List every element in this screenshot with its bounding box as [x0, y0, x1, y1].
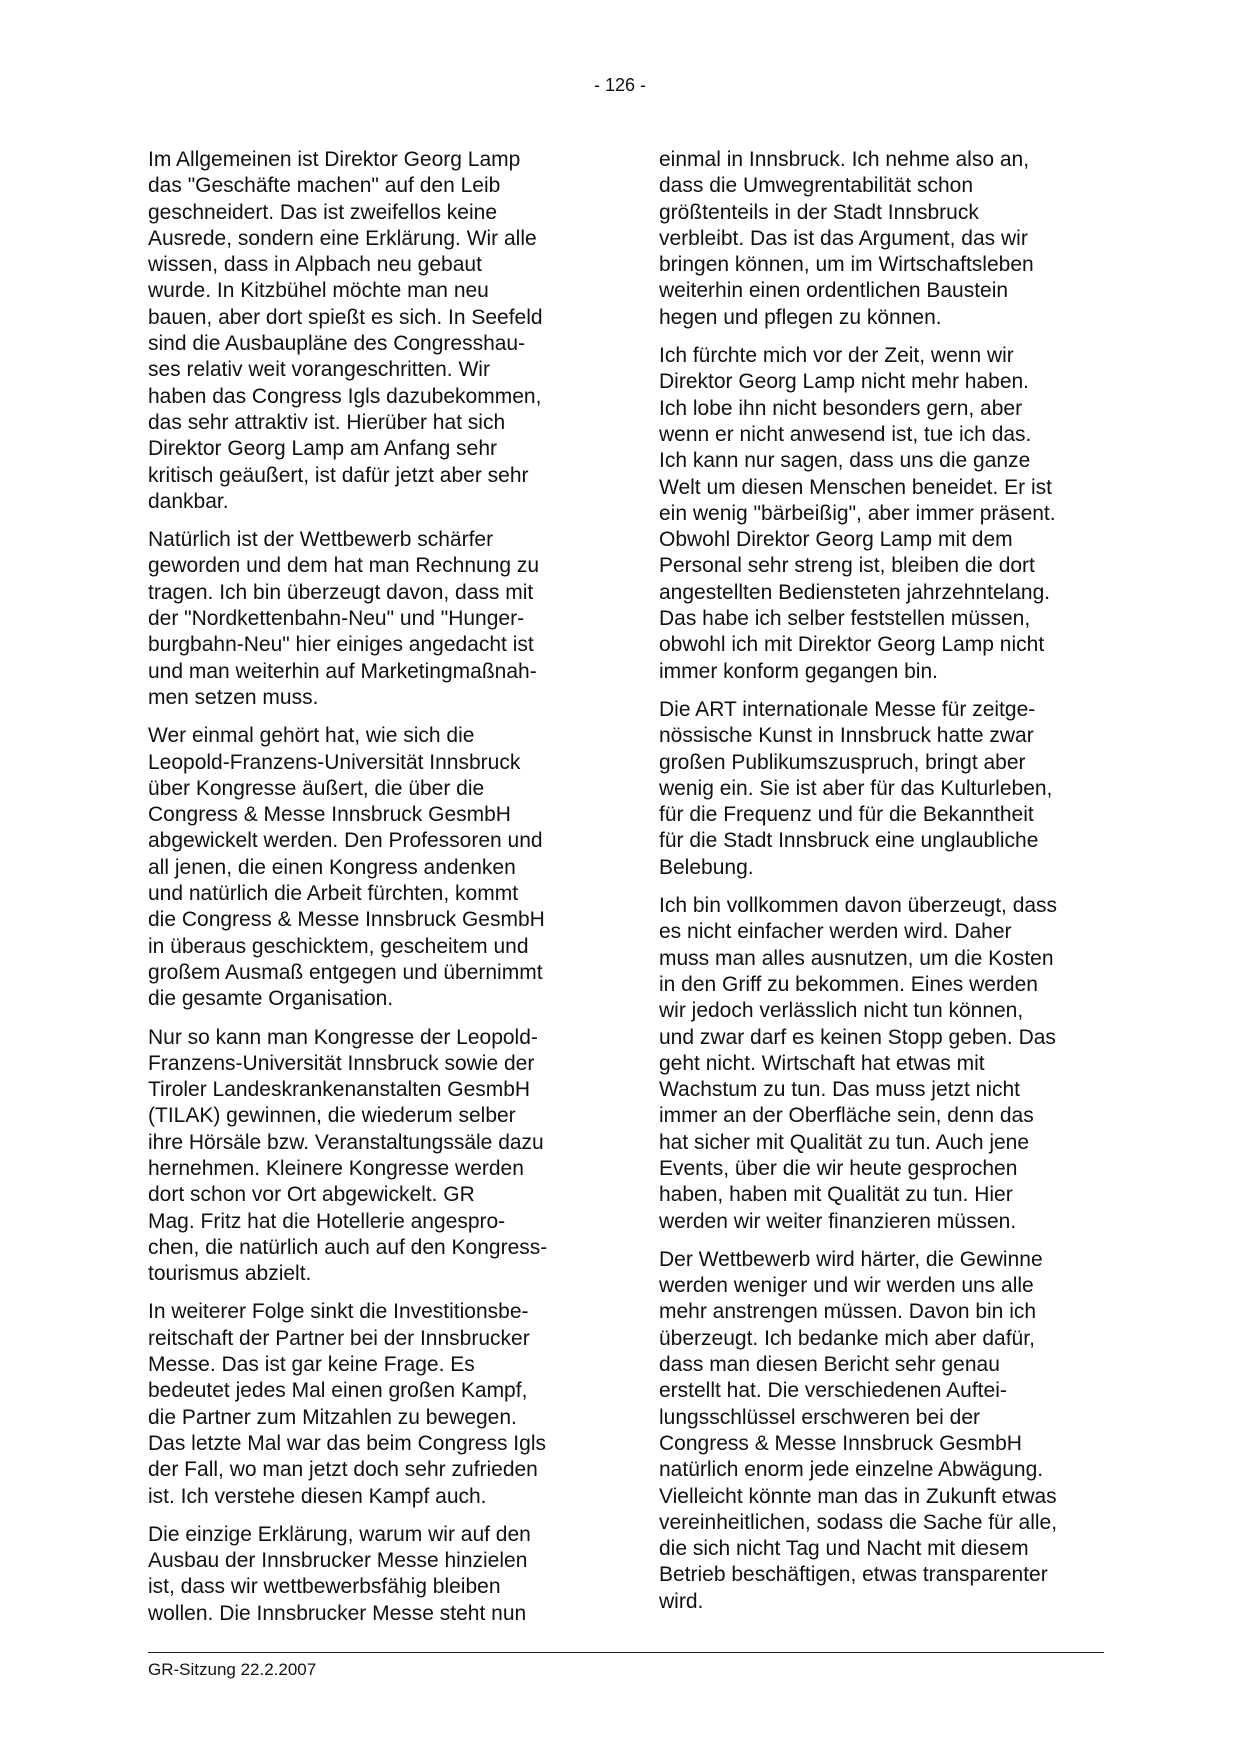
text-line: tourismus abzielt. [148, 1262, 312, 1286]
text-line: Ich kann nur sagen, dass uns die ganze [659, 449, 1031, 473]
text-line: Der Wettbewerb wird härter, die Gewinne [659, 1247, 1043, 1271]
text-line: obwohl ich mit Direktor Georg Lamp nicht [659, 633, 1045, 657]
text-line: Mag. Fritz hat die Hotellerie angespro- [148, 1209, 506, 1233]
text-line: (TILAK) gewinnen, die wiederum selber [148, 1104, 516, 1128]
text-line: geschneidert. Das ist zweifellos keine [148, 200, 498, 224]
text-line: Wer einmal gehört hat, wie sich die [148, 724, 475, 748]
text-line: und zwar darf es keinen Stopp geben. Das [659, 1025, 1056, 1049]
text-line: erstellt hat. Die verschiedenen Auftei- [659, 1379, 1007, 1403]
text-line: Wachstum zu tun. Das muss jetzt nicht [659, 1078, 1021, 1102]
text-line: haben das Congress Igls dazubekommen, [148, 384, 542, 408]
paragraph [659, 147, 1114, 331]
text-line: immer an der Oberfläche sein, denn das [659, 1104, 1034, 1128]
text-line: Personal sehr streng ist, bleiben die dort [659, 554, 1035, 578]
text-line: tragen. Ich bin überzeugt davon, dass mit [148, 580, 534, 604]
text-line: men setzen muss. [148, 685, 319, 709]
text-line: immer konform gegangen bin. [659, 659, 938, 683]
text-line: verbleibt. Das ist das Argument, das wir [659, 226, 1028, 250]
text-line: Im Allgemeinen ist Direktor Georg Lamp [148, 148, 521, 171]
text-line: lungsschlüssel erschweren bei der [659, 1405, 980, 1429]
text-line: Direktor Georg Lamp nicht mehr haben. [659, 370, 1030, 394]
text-line: nössische Kunst in Innsbruck hatte zwar [659, 724, 1034, 748]
text-line: für die Stadt Innsbruck eine unglaubliche [659, 829, 1039, 853]
text-line: großen Publikumszuspruch, bringt aber [659, 750, 1026, 774]
text-line: hegen und pflegen zu können. [659, 305, 942, 329]
text-line: werden weniger und wir werden uns alle [659, 1274, 1034, 1298]
text-line: wurde. In Kitzbühel möchte man neu [148, 279, 489, 303]
text-line: und natürlich die Arbeit fürchten, kommt [148, 882, 519, 906]
text-line: vereinheitlichen, sodass die Sache für alle, [659, 1510, 1058, 1534]
text-line: Congress & Messe Innsbruck GesmbH [148, 803, 511, 827]
text-line: abgewickelt werden. Den Professoren und [148, 829, 543, 853]
footer-divider [148, 1652, 1104, 1653]
text-line: wenig ein. Sie ist aber für das Kulturleben, [659, 776, 1053, 800]
text-line: ein wenig "bärbeißig", aber immer präsent. [659, 501, 1056, 525]
text-line: geworden und dem hat man Rechnung zu [148, 554, 540, 578]
text-line: wir jedoch verlässlich nicht tun können, [659, 999, 1024, 1023]
text-line: Tiroler Landeskrankenanstalten GesmbH [148, 1078, 531, 1102]
text-line: großem Ausmaß entgegen und übernimmt [148, 960, 543, 984]
text-line: ses relativ weit vorangeschritten. Wir [148, 358, 490, 382]
text-line: Betrieb beschäftigen, etwas transparenter [659, 1563, 1048, 1587]
text-line: ist, dass wir wettbewerbsfähig bleiben [148, 1575, 501, 1599]
footer-session-date: GR-Sitzung 22.2.2007 [148, 1660, 317, 1679]
text-line: in den Griff zu bekommen. Eines werden [659, 972, 1038, 996]
text-line: bringen können, um im Wirtschaftsleben [659, 253, 1034, 277]
paragraph [148, 1522, 603, 1627]
text-line: hernehmen. Kleinere Kongresse werden [148, 1156, 524, 1180]
text-line: der "Nordkettenbahn-Neu" und "Hunger- [148, 607, 525, 631]
text-line: Congress & Messe Innsbruck GesmbH [659, 1431, 1022, 1455]
text-line: Das habe ich selber feststellen müssen, [659, 607, 1031, 631]
text-line: überzeugt. Ich bedanke mich aber dafür, [659, 1326, 1035, 1350]
text-line: das "Geschäfte machen" auf den Leib [148, 174, 501, 198]
text-line: Ausbau der Innsbrucker Messe hinzielen [148, 1549, 528, 1573]
text-line: Welt um diesen Menschen beneidet. Er ist [659, 475, 1052, 499]
text-line: haben, haben mit Qualität zu tun. Hier [659, 1183, 1013, 1207]
text-line: dort schon vor Ort abgewickelt. GR [148, 1183, 475, 1207]
text-line: Leopold-Franzens-Universität Innsbruck [148, 750, 521, 774]
paragraph [659, 697, 1114, 881]
paragraph [148, 147, 603, 515]
text-line: ist. Ich verstehe diesen Kampf auch. [148, 1484, 487, 1508]
text-line: all jenen, die einen Kongress andenken [148, 855, 516, 879]
text-line: mehr anstrengen müssen. Davon bin ich [659, 1300, 1037, 1324]
text-line: muss man alles ausnutzen, um die Kosten [659, 946, 1054, 970]
text-line: Messe. Das ist gar keine Frage. Es [148, 1353, 475, 1377]
text-line: bauen, aber dort spießt es sich. In Seefeld [148, 305, 543, 329]
text-line: größtenteils in der Stadt Innsbruck [659, 200, 979, 224]
text-line: weiterhin einen ordentlichen Baustein [659, 279, 1009, 303]
text-line: Franzens-Universität Innsbruck sowie der [148, 1051, 535, 1075]
text-line: in überaus geschicktem, gescheitem und [148, 934, 529, 958]
text-line: die Congress & Messe Innsbruck GesmbH [148, 908, 545, 932]
text-line: wird. [659, 1589, 704, 1613]
text-line: das sehr attraktiv ist. Hierüber hat sich [148, 410, 506, 434]
text-line: Belebung. [659, 855, 754, 879]
paragraph [148, 1299, 603, 1509]
text-line: chen, die natürlich auch auf den Kongress- [148, 1235, 548, 1259]
text-line: und man weiterhin auf Marketingmaßnah- [148, 659, 537, 683]
paragraph [148, 1025, 603, 1288]
page-number: - 126 - [593, 75, 647, 95]
text-line: Die ART internationale Messe für zeitge- [659, 697, 1036, 721]
text-line: für die Frequenz und für die Bekanntheit [659, 803, 1034, 827]
text-line: Ich bin vollkommen davon überzeugt, dass [659, 894, 1058, 918]
paragraph [659, 893, 1114, 1235]
text-line: angestellten Bediensteten jahrzehntelang. [659, 580, 1051, 604]
left-text-column [148, 147, 603, 1639]
text-line: wenn er nicht anwesend ist, tue ich das. [659, 422, 1032, 446]
paragraph [148, 723, 603, 1012]
text-line: die sich nicht Tag und Nacht mit diesem [659, 1537, 1029, 1561]
text-line: dass man diesen Bericht sehr genau [659, 1353, 1000, 1377]
text-line: In weiterer Folge sinkt die Investitionsbe- [148, 1300, 529, 1324]
text-line: bedeutet jedes Mal einen großen Kampf, [148, 1379, 528, 1403]
text-line: die Partner zum Mitzahlen zu bewegen. [148, 1405, 517, 1429]
text-line: ihre Hörsäle bzw. Veranstaltungssäle dazu [148, 1130, 544, 1154]
text-line: burgbahn-Neu" hier einiges angedacht ist [148, 633, 534, 657]
text-line: hat sicher mit Qualität zu tun. Auch jene [659, 1130, 1030, 1154]
text-line: Ausrede, sondern eine Erklärung. Wir alle [148, 226, 537, 250]
text-line: die gesamte Organisation. [148, 987, 394, 1011]
text-line: Direktor Georg Lamp am Anfang sehr [148, 437, 498, 461]
text-line: Das letzte Mal war das beim Congress Igls [148, 1431, 546, 1455]
text-line: Obwohl Direktor Georg Lamp mit dem [659, 528, 1013, 552]
text-line: wollen. Die Innsbrucker Messe steht nun [148, 1601, 527, 1625]
text-line: Vielleicht könnte man das in Zukunft etwas [659, 1484, 1057, 1508]
text-line: der Fall, wo man jetzt doch sehr zufrieden [148, 1458, 538, 1482]
text-line: werden wir weiter finanzieren müssen. [659, 1209, 1017, 1233]
text-line: Events, über die wir heute gesprochen [659, 1156, 1018, 1180]
text-line: wissen, dass in Alpbach neu gebaut [148, 253, 482, 277]
text-line: Natürlich ist der Wettbewerb schärfer [148, 528, 494, 552]
paragraph [148, 527, 603, 711]
text-line: kritisch geäußert, ist dafür jetzt aber sehr [148, 463, 529, 487]
text-line: Ich lobe ihn nicht besonders gern, aber [659, 396, 1023, 420]
paragraph [659, 1247, 1114, 1615]
text-line: dankbar. [148, 489, 229, 513]
text-line: natürlich enorm jede einzelne Abwägung. [659, 1458, 1044, 1482]
text-line: es nicht einfacher werden wird. Daher [659, 920, 1012, 944]
paragraph [659, 343, 1114, 685]
right-text-column [659, 147, 1114, 1627]
text-line: Nur so kann man Kongresse der Leopold- [148, 1025, 538, 1049]
text-line: geht nicht. Wirtschaft hat etwas mit [659, 1051, 985, 1075]
text-line: einmal in Innsbruck. Ich nehme also an, [659, 148, 1030, 171]
text-line: Ich fürchte mich vor der Zeit, wenn wir [659, 344, 1014, 368]
text-line: dass die Umwegrentabilität schon [659, 174, 973, 198]
text-line: Die einzige Erklärung, warum wir auf den [148, 1522, 531, 1546]
text-line: über Kongresse äußert, die über die [148, 776, 485, 800]
text-line: reitschaft der Partner bei der Innsbrucker [148, 1326, 530, 1350]
text-line: sind die Ausbaupläne des Congresshau- [148, 332, 526, 356]
